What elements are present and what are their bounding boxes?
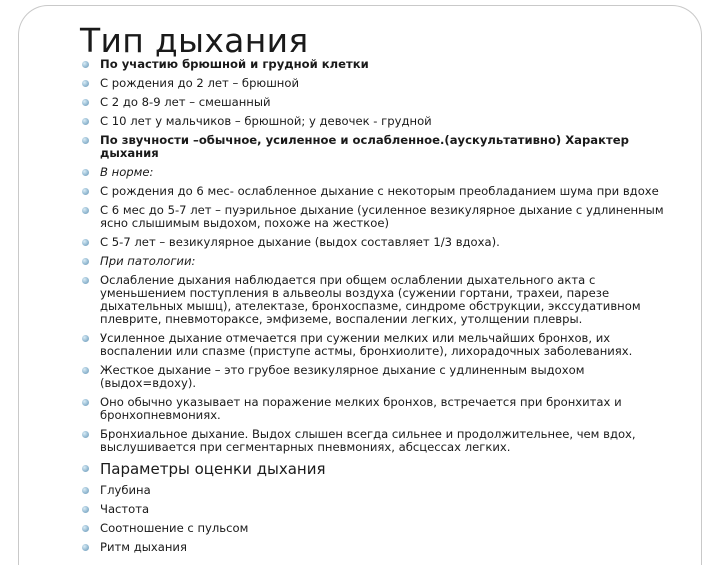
list-item: [82, 185, 680, 198]
list-item: [82, 236, 680, 249]
bullet-list: [82, 58, 680, 560]
list-item: [82, 364, 680, 390]
list-item-text: По участию брюшной и грудной клетки: [100, 57, 369, 71]
list-item-text: Ритм дыхания: [100, 540, 187, 554]
list-item: [82, 522, 680, 535]
list-item: [82, 541, 680, 554]
list-item: [82, 274, 680, 326]
list-item-text: С 10 лет у мальчиков – брюшной; у девочек - грудной: [100, 114, 432, 128]
list-item-text: По звучности –обычное, усиленное и ослабленное.(аускультативно) Характер дыхания: [100, 133, 629, 160]
list-item-text: Параметры оценки дыхания: [100, 460, 326, 478]
list-item: [82, 332, 680, 358]
list-item-text: Бронхиальное дыхание. Выдох слышен всегда сильнее и продолжительнее, чем вдох, выслушивается при сегментарных пневмониях, абсцессах легких.: [100, 427, 636, 454]
list-item: [82, 77, 680, 90]
list-item-text: Жесткое дыхание – это грубое везикулярное дыхание с удлиненным выдохом (выдох=вдоху).: [100, 363, 585, 390]
list-item-text: Ослабление дыхания наблюдается при общем ослаблении дыхательного акта с уменьшением поступления в альвеолы воздуха (сужении гортани, трахеи, парезе дыхательных мышц), ателектазе, бронхоспазме, синдроме обструкции, экссудативном плеврите, пневмотораксе, эмфиземе, воспалении легких, утолщении плевры.: [100, 273, 641, 326]
list-item: [82, 428, 680, 454]
list-item: [82, 115, 680, 128]
list-item-text: Глубина: [100, 483, 151, 497]
list-item: [82, 204, 680, 230]
list-item-text: В норме:: [100, 165, 154, 179]
list-item: [82, 255, 680, 268]
list-item: [82, 484, 680, 497]
list-item: [82, 134, 680, 160]
list-item-text: При патологии:: [100, 254, 196, 268]
list-item-text: С 2 до 8-9 лет – смешанный: [100, 95, 271, 109]
list-item: [82, 460, 680, 478]
list-item: [82, 503, 680, 516]
list-item-text: Усиленное дыхание отмечается при сужении мелких или мельчайших бронхов, их воспалении или спазме (приступе астмы, бронхиолите), лихорадочных заболеваниях.: [100, 331, 633, 358]
list-item-text: С 5-7 лет – везикулярное дыхание (выдох составляет 1/3 вдоха).: [100, 235, 500, 249]
list-item-text: С рождения до 6 мес- ослабленное дыхание с некоторым преобладанием шума при вдохе: [100, 184, 659, 198]
list-item-text: Соотношение с пульсом: [100, 521, 249, 535]
list-item-text: Частота: [100, 502, 150, 516]
list-item-text: С 6 мес до 5-7 лет – пуэрильное дыхание (усиленное везикулярное дыхание с удлиненным ясно слышимым выдохом, похоже на жесткое): [100, 203, 664, 230]
list-item: [82, 96, 680, 109]
list-item: [82, 396, 680, 422]
list-item: [82, 166, 680, 179]
list-item-text: Оно обычно указывает на поражение мелких бронхов, встречается при бронхитах и бронхопневмониях.: [100, 395, 622, 422]
slide-title: Тип дыхания: [80, 21, 309, 60]
list-item-text: С рождения до 2 лет – брюшной: [100, 76, 300, 90]
list-item: [82, 58, 680, 71]
